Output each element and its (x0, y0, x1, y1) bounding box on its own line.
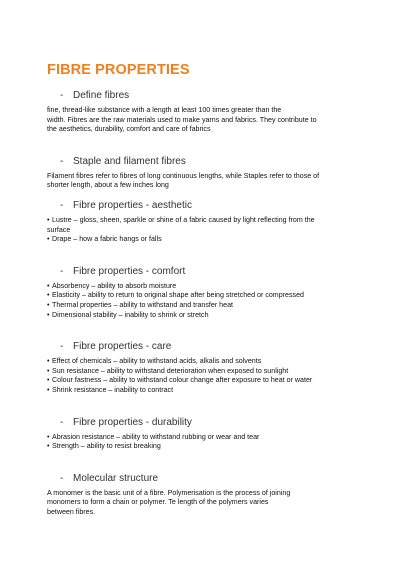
section-aesthetic (47, 200, 354, 245)
list-item-text: Sun resistance – ability to withstand deterioration when exposed to sunlight (52, 366, 289, 375)
list-item-text: Drape – how a fabric hangs or falls (52, 235, 162, 244)
bullet-list (47, 216, 354, 245)
list-item-text: Lustre – gloss, sheen, sparkle or shine of a fabric caused by light reflecting from the (52, 215, 315, 224)
section-heading-text: Staple and filament fibres (73, 155, 186, 167)
paragraph-line: the aesthetics, durability, comfort and care of fabrics (47, 125, 211, 134)
bullet-marker: • (47, 366, 50, 375)
paragraph-line: A monomer is the basic unit of a fibre. Polymerisation is the process of joining (47, 488, 291, 497)
section-paragraph (47, 172, 354, 191)
bullet-marker: • (47, 281, 50, 290)
section-heading (60, 341, 354, 353)
list-item (47, 301, 354, 311)
list-item (47, 291, 354, 301)
section-paragraph (47, 106, 354, 135)
section-molecular-structure (47, 473, 354, 518)
section-durability (47, 417, 354, 452)
list-item (47, 216, 354, 235)
section-heading-text: Fibre properties - durability (73, 416, 192, 428)
bullet-list (47, 357, 354, 395)
section-heading (60, 90, 354, 102)
list-item-text: Shrink resistance – inability to contract (52, 385, 174, 394)
bullet-marker: • (47, 385, 50, 394)
paragraph-line: shorter length, about a few inches long (47, 181, 169, 190)
section-heading (60, 200, 354, 212)
list-item-text-continued: surface (47, 225, 71, 234)
dash-marker: - (60, 265, 64, 277)
section-heading-text: Fibre properties - care (73, 341, 172, 353)
list-item-text: Strength – ability to resist breaking (52, 442, 161, 451)
dash-marker: - (60, 90, 64, 101)
list-item (47, 386, 354, 396)
section-paragraph (47, 489, 354, 518)
dash-marker: - (60, 472, 64, 484)
list-item (47, 376, 354, 386)
list-item-text: Effect of chemicals – ability to withstand acids, alkalis and solvents (52, 357, 262, 366)
paragraph-line: Filament fibres refer to fibres of long continuous lengths, while Staples refer to those of (47, 171, 320, 180)
list-item (47, 235, 354, 245)
dash-marker: - (60, 199, 64, 211)
section-heading-text: Molecular structure (73, 472, 159, 484)
bullet-marker: • (47, 235, 50, 244)
list-item-text: Colour fastness – ability to withstand colour change after exposure to heat or water (52, 376, 313, 385)
paragraph-line: fine, thread-like substance with a length at least 100 times greater than the (47, 106, 282, 114)
bullet-marker: • (47, 357, 50, 366)
list-item (47, 357, 354, 367)
paragraph-line: monomers to form a chain or polymer. Te length of the polymers varies (47, 498, 269, 507)
section-comfort (47, 266, 354, 320)
section-staple-filament (47, 156, 354, 191)
list-item-text: Absorbency – ability to absorb moisture (52, 281, 177, 290)
section-define-fibres (47, 90, 354, 135)
list-item (47, 367, 354, 377)
list-item-text: Abrasion resistance – ability to withstand rubbing or wear and tear (52, 432, 260, 441)
dash-marker: - (60, 341, 64, 353)
section-heading (60, 266, 354, 278)
bullet-marker: • (47, 291, 50, 300)
bullet-marker: • (47, 442, 50, 451)
document-title: FIBRE PROPERTIES (47, 62, 190, 78)
list-item (47, 282, 354, 292)
dash-marker: - (60, 155, 64, 167)
bullet-marker: • (47, 300, 50, 309)
bullet-marker: • (47, 310, 50, 319)
dash-marker: - (60, 416, 64, 428)
bullet-marker: • (47, 376, 50, 385)
bullet-marker: • (47, 432, 50, 441)
section-heading (60, 156, 354, 168)
list-item-text: Dimensional stability – inability to shrink or stretch (52, 310, 209, 319)
paragraph-line: between fibres. (47, 507, 96, 516)
section-heading (60, 417, 354, 429)
section-heading (60, 473, 354, 485)
list-item-text: Elasticity – ability to return to original shape after being stretched or compressed (52, 291, 304, 300)
section-care (47, 341, 354, 395)
paragraph-line: width. Fibres are the raw materials used to make yarns and fabrics. They contribute to (47, 115, 317, 124)
list-item-text: Thermal properties – ability to withstand and transfer heat (52, 300, 233, 309)
section-heading-text: Fibre properties - comfort (73, 265, 186, 277)
list-item (47, 442, 354, 452)
list-item (47, 311, 354, 321)
section-heading-text: Fibre properties - aesthetic (73, 199, 192, 211)
bullet-marker: • (47, 215, 50, 224)
bullet-list (47, 282, 354, 320)
bullet-list (47, 433, 354, 452)
list-item (47, 433, 354, 443)
section-heading-text: Define fibres (73, 90, 130, 101)
